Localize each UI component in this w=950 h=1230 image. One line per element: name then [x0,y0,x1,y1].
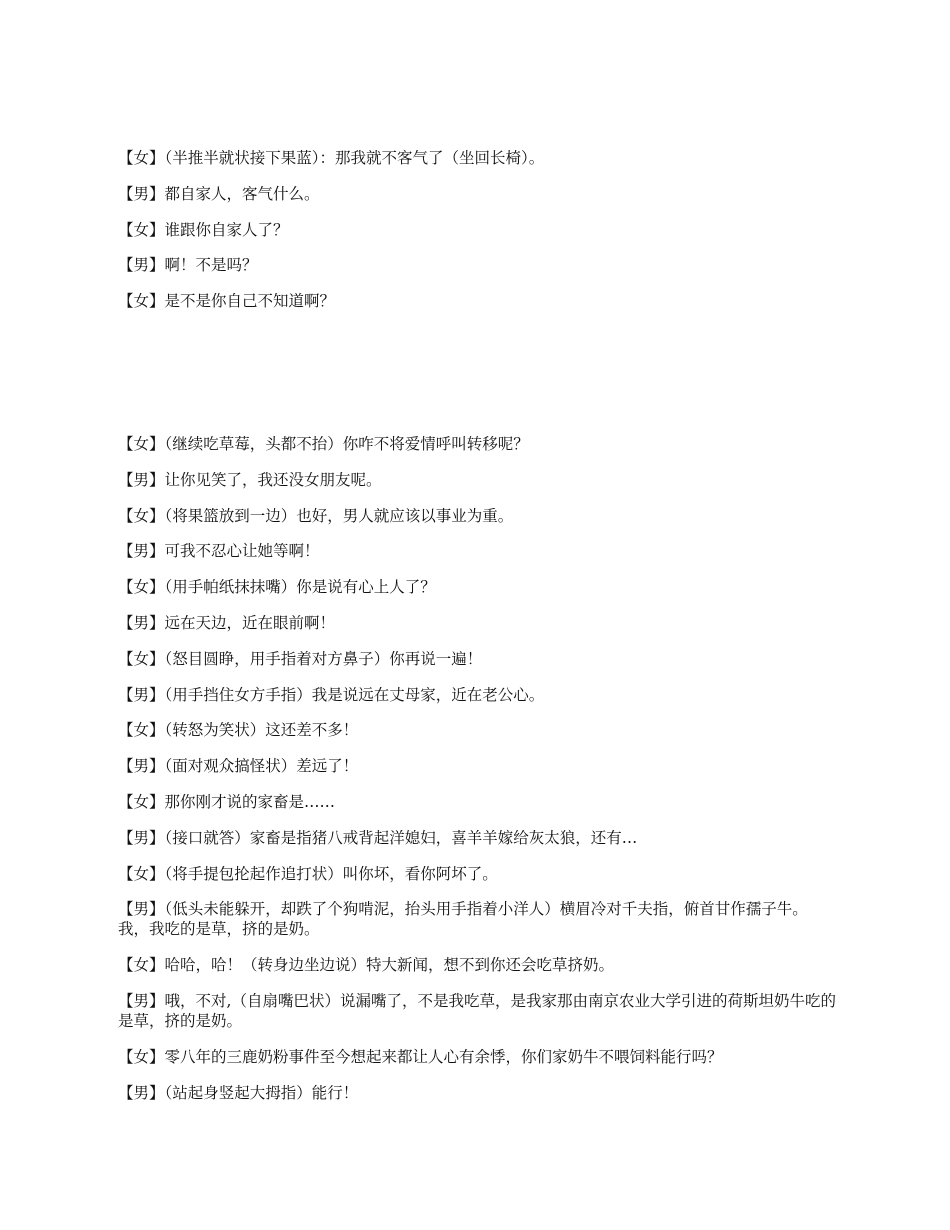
speaker-label: 【女】 [118,149,165,167]
speaker-label: 【男】 [118,991,165,1010]
speech-text: （用手挡住女方手指）我是说远在丈母家，近在老公心。 [164,685,545,704]
speaker-label: 【男】 [118,542,165,561]
dialogue-line [118,541,838,561]
speaker-label: 【男】 [118,470,165,489]
dialogue-line [118,792,838,812]
dialogue-line [118,649,838,669]
speaker-label: 【男】 [118,757,165,776]
speaker-label: 【男】 [118,1083,165,1102]
speech-text: （转怒为笑状）这还差不多！ [164,721,359,740]
speech-text: 让你见笑了，我还没女朋友呢。 [164,470,382,489]
dialogue-section-1 [118,148,838,327]
dialogue-line [118,1083,838,1103]
speaker-label: 【男】 [118,685,165,704]
speaker-label: 【男】 [118,613,165,632]
speech-text: （面对观众搞怪状）差远了！ [164,757,359,776]
speech-text: 可我不忍心让她等啊！ [164,542,320,561]
dialogue-line [118,184,838,204]
speaker-label: 【女】 [118,649,165,668]
speech-text: 谁跟你自家人了？ [164,220,289,239]
dialogue-line [118,720,838,740]
speaker-label: 【女】 [118,1047,165,1066]
dialogue-line [118,685,838,705]
speech-text: （站起身竖起大拇指）能行！ [164,1083,359,1102]
speech-text: （怒目圆睁，用手指着对方鼻子）你再说一遍！ [164,649,483,668]
speaker-label: 【女】 [118,220,165,239]
speech-text: 哈哈，哈！（转身边坐边说）特大新闻，想不到你还会吃草挤奶。 [164,956,615,975]
dialogue-line [118,255,838,275]
speech-text: 哦，不对,（自扇嘴巴状）说漏嘴了，不是我吃草，是我家那由南京农业大学引进的荷斯坦奶牛吃的是草，挤的是奶。 [118,991,836,1030]
dialogue-line [118,434,838,454]
dialogue-line [118,828,838,848]
speaker-label: 【女】 [118,292,165,311]
speaker-label: 【女】 [118,506,165,525]
speaker-label: 【女】 [118,721,165,740]
dialogue-line [118,148,838,168]
dialogue-line [118,220,838,240]
dialogue-line [118,613,838,633]
speech-text: （用手帕纸抹抹嘴）你是说有心上人了？ [164,578,436,597]
speaker-label: 【男】 [118,256,165,275]
dialogue-line [118,291,838,311]
dialogue-line [118,470,838,490]
speaker-label: 【女】 [118,864,165,883]
speech-text: 远在天边，近在眼前啊！ [164,613,336,632]
speaker-label: 【女】 [118,956,165,975]
dialogue-line [118,577,838,597]
speech-text: （半推半就状接下果蓝）：那我就不客气了（坐回长椅）。 [164,149,545,167]
speaker-label: 【女】 [118,435,165,453]
speaker-label: 【女】 [118,578,165,597]
speech-text: （低头未能躲开，却跌了个狗啃泥，抬头用手指着小洋人）横眉冷对千夫指，俯首甘作孺子牛。我，我吃的是草，挤的是奶。 [118,900,808,939]
speech-text: （将手提包抡起作追打状）叫你坏，看你阿坏了。 [164,864,498,883]
dialogue-line [118,506,838,526]
dialogue-line [118,864,838,884]
speech-text: 那你刚才说的家畜是…… [164,792,336,811]
speech-text: 啊！不是吗？ [164,256,258,275]
speaker-label: 【男】 [118,184,165,203]
speech-text: （将果篮放到一边）也好，男人就应该以事业为重。 [164,506,514,525]
speech-text: 是不是你自己不知道啊？ [164,292,336,311]
dialogue-line [118,1047,838,1067]
speaker-label: 【男】 [118,828,165,847]
dialogue-line [118,991,838,1031]
speaker-label: 【女】 [118,792,165,811]
dialogue-line [118,899,838,939]
dialogue-line [118,756,838,776]
speech-text: （继续吃草莓，头都不抬）你咋不将爱情呼叫转移呢？ [164,435,529,453]
speaker-label: 【男】 [118,900,165,919]
speech-text: 零八年的三鹿奶粉事件至今想起来都让人心有余悸，你们家奶牛不喂饲料能行吗？ [164,1047,723,1066]
speech-text: 都自家人，客气什么。 [164,184,320,203]
speech-text: （接口就答）家畜是指猪八戒背起洋媳妇，喜羊羊嫁给灰太狼，还有… [164,828,638,847]
dialogue-section-2 [118,434,838,1118]
dialogue-line [118,955,838,975]
